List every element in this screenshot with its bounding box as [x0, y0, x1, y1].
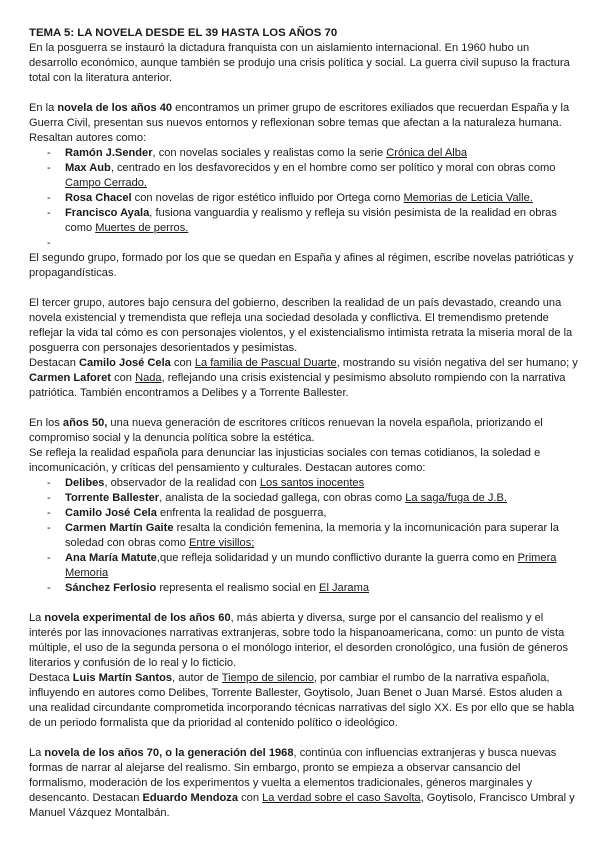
- list-item: - Camilo José Cela enfrenta la realidad de posguerra,: [29, 506, 579, 521]
- list-item: - Delibes, observador de la realidad con Los santos inocentes: [29, 476, 579, 491]
- section-60s-intro: La novela experimental de los años 60, más abierta y diversa, surge por el cansancio del realismo y el interés por las innovaciones narrativas extranjeras, sobre todo la hispanoamericana, como: un punto de vista múltiple, el uso de la segunda persona o el monólogo interior, el desorden cronológico, una fusión de géneros literarios y confusión de lo real y lo ficticio.: [29, 612, 569, 669]
- list-item: - Carmen Martín Gaite resalta la condición femenina, la memoria y la incomunicación para superar la soledad con obras como Entre visillos;: [29, 521, 579, 551]
- list-item: - Torrente Ballester, analista de la sociedad gallega, con obras como La saga/fuga de J.B.: [29, 491, 579, 506]
- section-40s-second-group: El segundo grupo, formado por los que se quedan en España y afines al régimen, escribe novelas patrióticas y propagandísticas.: [29, 252, 574, 279]
- section-40s-third-group: El tercer grupo, autores bajo censura del gobierno, describen la realidad de un país devastado, creando una novela existencial y tremendista que refleja una sociedad desolada y conflictiva. El tremendismo pretende reflejar la vida tal cómo es con personajes violentos, y el existencialismo intimista retrata la miseria moral de la posguerra con personajes desorientados y pesimistas.: [29, 297, 573, 354]
- section-40s-author-list: [29, 146, 579, 251]
- list-item: - Sánchez Ferlosio representa el realismo social en El Jarama: [29, 581, 579, 596]
- intro-paragraph: En la posguerra se instauró la dictadura franquista con un aislamiento internacional. En 1960 hubo un desarrollo económico, aunque también se produjo una crisis política y social. La guerra civil supuso la fractura total con la literatura anterior.: [29, 42, 570, 84]
- page-title: TEMA 5: LA NOVELA DESDE EL 39 HASTA LOS AÑOS 70: [29, 27, 338, 39]
- section-60s-highlights: Destaca Luis Martín Santos, autor de Tiempo de silencio, por cambiar el rumbo de la narrativa española, influyendo en autores como Delibes, Torrente Ballester, Goytisolo, Juan Benet o Juan Marsé. Estos aluden a una realidad circundante comprometida incorporando técnicas narrativas del siglo XX. Es por ello que se habla de un periodo formalista que da prioridad al contenido político o ideológico.: [29, 672, 575, 729]
- section-50s-themes: Se refleja la realidad española para denunciar las injusticias sociales con temas cotidianos, la soledad e incomunicación, y críticas del pensamiento y culturales. Destacan autores como:: [29, 447, 541, 474]
- list-item: - Max Aub, centrado en los desfavorecidos y en el hombre como ser político y moral con obras como Campo Cerrado.: [29, 161, 579, 191]
- list-item-empty: [29, 236, 579, 251]
- document-page: [29, 26, 579, 821]
- list-item: - Francisco Ayala, fusiona vanguardia y realismo y refleja su visión pesimista de la realidad en obras como Muertes de perros.: [29, 206, 579, 236]
- section-40s-highlights: Destacan Camilo José Cela con La familia de Pascual Duarte, mostrando su visión negativa del ser humano; y Carmen Laforet con Nada, reflejando una crisis existencial y pesimismo absoluto rompiendo con la narrativa patriótica. También encontramos a Delibes y a Torrente Ballester.: [29, 357, 578, 399]
- list-item: - Ramón J.Sender, con novelas sociales y realistas como la serie Crónica del Alba: [29, 146, 579, 161]
- section-50s-intro: En los años 50, una nueva generación de escritores críticos renuevan la novela española, priorizando el compromiso social y la denuncia política sobre la estética.: [29, 417, 543, 444]
- section-70s-intro: La novela de los años 70, o la generación del 1968, continúa con influencias extranjeras y busca nuevas formas de narrar al alejarse del realismo. Sin embargo, pronto se empieza a observar cansancio del formalismo, moderación de los experimentos y vuelta a elementos tradicionales, géneros marginales y desencanto. Destacan Eduardo Mendoza con La verdad sobre el caso Savolta, Goytisolo, Francisco Umbral y Manuel Vázquez Montalbán.: [29, 747, 575, 819]
- list-item: - Rosa Chacel con novelas de rigor estético influido por Ortega como Memorias de Leticia Valle.: [29, 191, 579, 206]
- section-40s-intro: En la novela de los años 40 encontramos un primer grupo de escritores exiliados que recuerdan España y la Guerra Civil, presentan sus nuevos entornos y reflexionan sobre temas que afectan a la naturaleza humana. Resaltan autores como:: [29, 102, 570, 144]
- section-50s-author-list: [29, 476, 579, 596]
- list-item: - Ana María Matute,que refleja solidaridad y un mundo conflictivo durante la guerra como en Primera Memoria: [29, 551, 579, 581]
